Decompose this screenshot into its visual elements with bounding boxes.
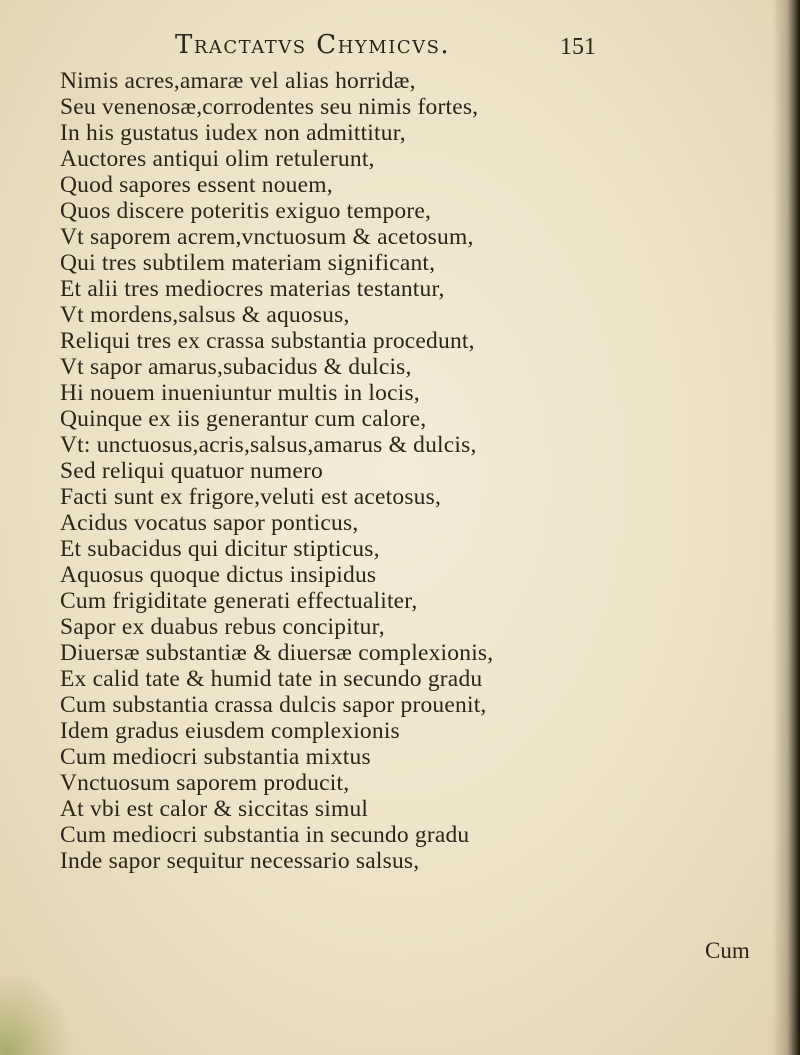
verse-text <box>60 68 740 874</box>
verse-line: Qui tres subtilem materiam significant, <box>60 250 436 276</box>
verse-line: At vbi est calor & siccitas simul <box>60 796 369 822</box>
verse-line: Ex calid tate & humid tate in secundo gradu <box>60 666 483 692</box>
page-number: 151 <box>560 34 596 60</box>
verse-line: Reliqui tres ex crassa substantia procedunt, <box>60 328 475 354</box>
verse-line: Sapor ex duabus rebus concipitur, <box>60 614 385 640</box>
page-header <box>175 30 595 64</box>
page-binding-shadow <box>772 0 800 1055</box>
verse-line: Hi nouem inueniuntur multis in locis, <box>60 380 420 406</box>
verse-line: In his gustatus iudex non admittitur, <box>60 120 406 146</box>
running-title: Tractatvs Chymicvs. <box>175 30 451 60</box>
verse-line: Cum mediocri substantia mixtus <box>60 744 371 770</box>
verse-line: Vt sapor amarus,subacidus & dulcis, <box>60 354 412 380</box>
verse-line: Nimis acres,amaræ vel alias horridæ, <box>60 68 416 94</box>
verse-line: Aquosus quoque dictus insipidus <box>60 562 377 588</box>
verse-line: Vt mordens,salsus & aquosus, <box>60 302 350 328</box>
verse-line: Idem gradus eiusdem complexionis <box>60 718 400 744</box>
verse-line: Vt: unctuosus,acris,salsus,amarus & dulcis, <box>60 432 477 458</box>
verse-line: Et subacidus qui dicitur stipticus, <box>60 536 380 562</box>
verse-line: Quos discere poteritis exiguo tempore, <box>60 198 432 224</box>
verse-line: Quod sapores essent nouem, <box>60 172 333 198</box>
verse-line: Quinque ex iis generantur cum calore, <box>60 406 427 432</box>
verse-line: Vnctuosum saporem producit, <box>60 770 350 796</box>
verse-line: Facti sunt ex frigore,veluti est acetosus, <box>60 484 442 510</box>
corner-stain <box>0 975 70 1055</box>
verse-line: Seu venenosæ,corrodentes seu nimis fortes, <box>60 94 479 120</box>
verse-line: Inde sapor sequitur necessario salsus, <box>60 848 420 874</box>
verse-line: Auctores antiqui olim retulerunt, <box>60 146 375 172</box>
verse-line: Vt saporem acrem,vnctuosum & acetosum, <box>60 224 474 250</box>
verse-line: Sed reliqui quatuor numero <box>60 458 323 484</box>
verse-line: Cum mediocri substantia in secundo gradu <box>60 822 470 848</box>
verse-line: Diuersæ substantiæ & diuersæ complexionis, <box>60 640 494 666</box>
catchword: Cum <box>705 938 750 963</box>
verse-line: Acidus vocatus sapor ponticus, <box>60 510 359 536</box>
verse-line: Cum substantia crassa dulcis sapor prouenit, <box>60 692 487 718</box>
verse-line: Et alii tres mediocres materias testantur, <box>60 276 445 302</box>
verse-line: Cum frigiditate generati effectualiter, <box>60 588 418 614</box>
